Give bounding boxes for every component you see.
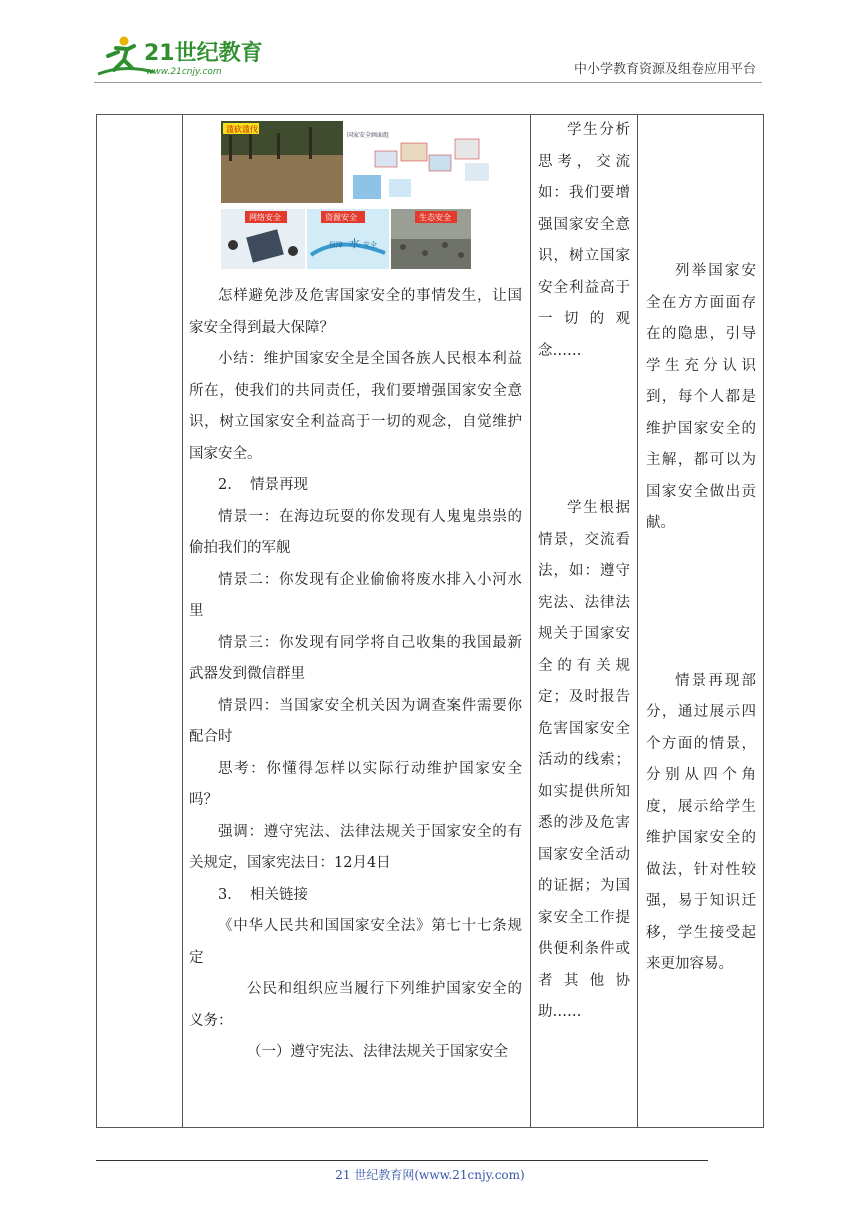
- student-activity-1: 学生分析思考，交流如：我们要增强国家安全意识，树立国家安全利益高于一切的观念……: [538, 122, 630, 359]
- section-title: 情景再现: [250, 477, 308, 493]
- security-illustrations: [189, 115, 521, 281]
- scenario-1: 情景一：在海边玩耍的你发现有人鬼鬼祟祟的偷拍我们的军舰: [189, 508, 522, 556]
- image-label: 资源安全: [325, 213, 357, 222]
- image-label: 生态安全: [419, 213, 451, 222]
- section-heading-2: [189, 470, 522, 502]
- network-security-panel: [221, 209, 305, 269]
- spacer: [646, 115, 756, 256]
- design-intent-2: 情景再现部分，通过展示四个方面的情景，分别从四个角度，展示给学生维护国家安全的做法，针对性较强，易于知识迁移，学生接受起来更加容易。: [646, 672, 756, 972]
- platform-name: 中小学教育资源及组卷应用平台: [573, 62, 756, 77]
- summary-text: 小结：维护国家安全是全国各族人民根本利益所在，使我们的共同责任，我们要增强国家安全意识，树立国家安全利益高于一切的观念，自觉维护国家安全。: [189, 351, 522, 462]
- page-header: [0, 0, 860, 90]
- logo-sub: www.21cnjy.com: [146, 67, 222, 77]
- site-logo: [94, 34, 264, 78]
- section-title: 相关链接: [250, 886, 308, 903]
- image-label: 国家安全画面组: [347, 132, 390, 139]
- scenario-3: 情景三：你发现有同学将自己收集的我国最新武器发到微信群里: [189, 634, 522, 682]
- image-label: 网络安全: [249, 213, 281, 222]
- scenario-4: 情景四：当国家安全机关因为调查案件需要你配合时: [189, 697, 522, 745]
- teaching-content-cell: [183, 115, 529, 1127]
- image-label: 滥砍滥伐: [226, 125, 258, 134]
- lesson-table: [96, 114, 764, 1128]
- image-label: 保障: [329, 241, 343, 249]
- resource-security-panel: [307, 209, 389, 269]
- student-activity-2: 学生根据情景，交流看法，如：遵守宪法、法律法规关于国家安全的有关规定；及时报告危害国家安全活动的线索；如实提供所知悉的涉及危害国家安全活动的证据；为国家安全工作提供便利条件或者其他协助……: [538, 500, 630, 1020]
- footer-link[interactable]: 21 世纪教育网(www.21cnjy.com): [335, 1168, 525, 1182]
- duty-text: 公民和组织应当履行下列维护国家安全的义务：: [189, 981, 522, 1029]
- law-title: 《中华人民共和国国家安全法》第七十七条规定: [189, 918, 522, 966]
- duty-item-1: （一）遵守宪法、法律法规关于国家安全: [247, 1044, 508, 1060]
- security-collage: [345, 129, 505, 203]
- spacer: [538, 367, 630, 493]
- section-heading-3: [189, 880, 522, 912]
- image-label: 安全: [363, 241, 377, 249]
- ecology-security-panel: [391, 209, 471, 269]
- question-text: 怎样避免涉及危害国家安全的事情发生，让国家安全得到最大保障？: [189, 288, 522, 336]
- section-number: 3.: [218, 886, 232, 903]
- section-number: 2.: [218, 477, 232, 493]
- header-divider: [94, 82, 762, 83]
- footer-divider: [96, 1160, 708, 1161]
- image-label: 水: [349, 237, 360, 250]
- emphasis-text: 强调：遵守宪法、法律法规关于国家安全的有关规定，国家宪法日：12月4日: [189, 823, 522, 871]
- security-images: [189, 115, 522, 281]
- spacer: [646, 540, 756, 666]
- design-intent-1: 列举国家安全在方方面面存在的隐患，引导学生充分认识到，每个人都是维护国家安全的主解，都可以为国家安全做出贡献。: [646, 263, 756, 531]
- design-intent-cell: [638, 115, 764, 1127]
- logo-text: 21世纪教育: [144, 41, 263, 66]
- deforestation-photo: [221, 121, 343, 203]
- scenario-2: 情景二：你发现有企业偷偷将废水排入小河水里: [189, 571, 522, 619]
- student-activity-cell: [531, 115, 637, 1127]
- think-text: 思考：你懂得怎样以实际行动维护国家安全吗？: [189, 760, 522, 808]
